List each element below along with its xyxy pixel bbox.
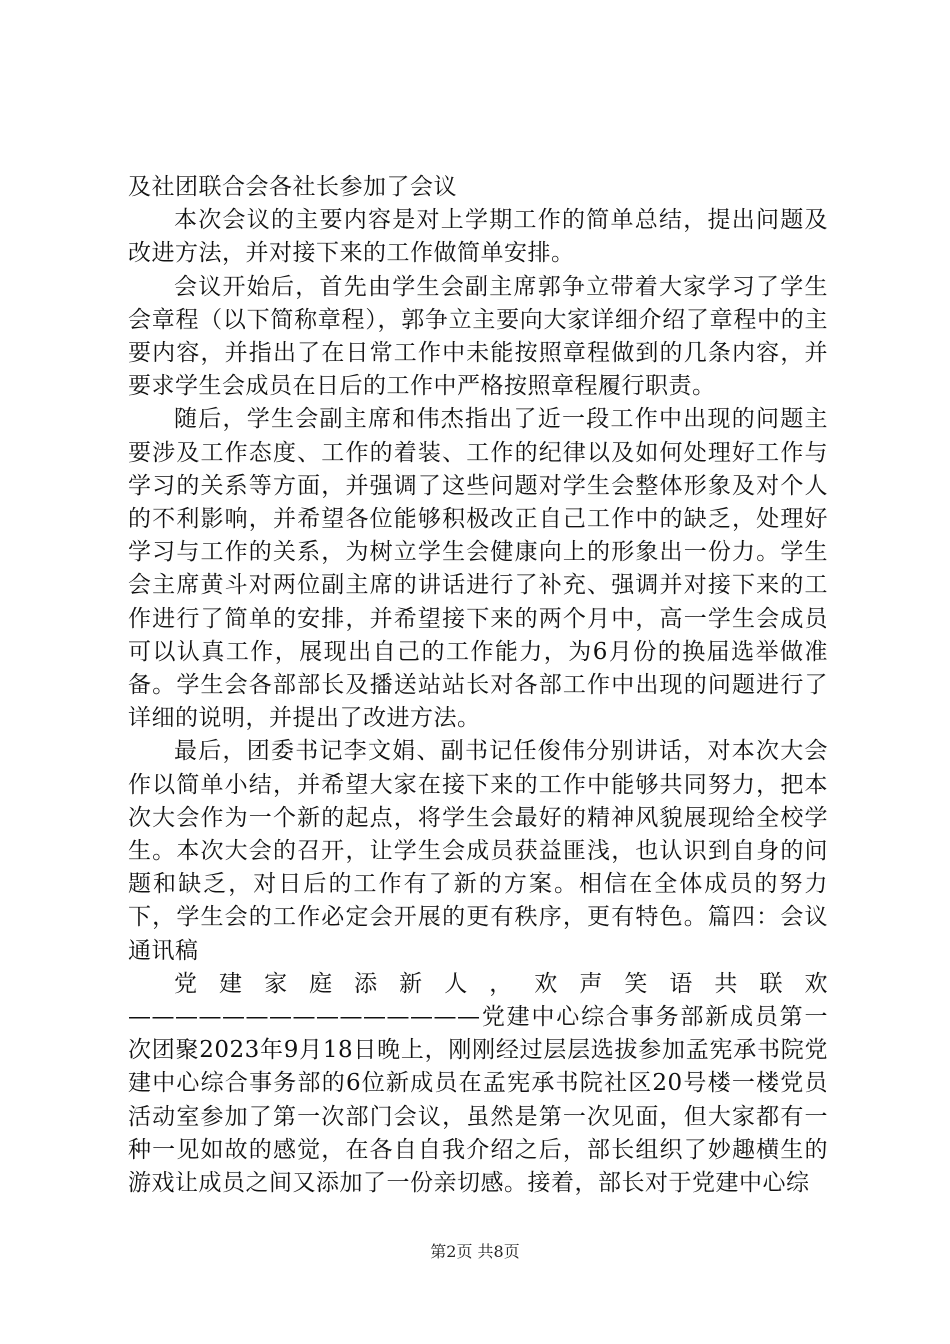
paragraph-problems-discussed: 随后，学生会副主席和伟杰指出了近一段工作中出现的问题主要涉及工作态度、工作的着装、工作的纪律以及如何处理好工作与学习的关系等方面，并强调了这些问题对学生会整体形象及对个人的不利影响，并希望各位能够积极改正自己工作中的缺乏，处理好学习与工作的关系，为树立学生会健康向上的形象出一份力。学生会主席黄斗对两位副主席的讲话进行了补充、强调并对接下来的工作进行了简单的安排，并希望接下来的两个月中，高一学生会成员可以认真工作，展现出自己的工作能力，为6月份的换届选举做准备。学生会各部部长及播送站站长对各部工作中出现的问题进行了详细的说明，并提出了改进方法。 bbox=[128, 406, 828, 732]
document-body bbox=[128, 171, 828, 1200]
paragraph-party-building-news: 党建家庭添新人，欢声笑语共联欢———————————————党建中心综合事务部新成员第一次团聚2023年9月18日晚上，刚刚经过层层选拔参加孟宪承书院党建中心综合事务部的6位新成员在孟宪承书院社区20号楼一楼党员活动室参加了第一次部门会议，虽然是第一次见面，但大家都有一种一见如故的感觉，在各自自我介绍之后，部长组织了妙趣横生的游戏让成员之间又添加了一份亲切感。接着，部长对于党建中心综 bbox=[128, 970, 828, 1197]
paragraph-closing-remarks: 最后，团委书记李文娟、副书记任俊伟分别讲话，对本次大会作以简单小结，并希望大家在接下来的工作中能够共同努力，把本次大会作为一个新的起点，将学生会最好的精神风貌展现给全校学生。本次大会的召开，让学生会成员获益匪浅，也认识到自身的问题和缺乏，对日后的工作有了新的方案。相信在全体成员的努力下，学生会的工作必定会开展的更有秩序，更有特色。篇四：会议通讯稿 bbox=[128, 738, 828, 964]
page-number-footer: 第2页 共8页 bbox=[430, 1242, 520, 1261]
paragraph-continuation: 及社团联合会各社长参加了会议 bbox=[128, 174, 457, 200]
paragraph-meeting-start: 会议开始后，首先由学生会副主席郭争立带着大家学习了学生会章程（以下简称章程），郭争立主要向大家详细介绍了章程中的主要内容，并指出了在日常工作中未能按照章程做到的几条内容，并要求学生会成员在日后的工作中严格按照章程履行职责。 bbox=[128, 273, 828, 400]
paragraph-meeting-content: 本次会议的主要内容是对上学期工作的简单总结，提出问题及改进方法，并对接下来的工作做简单安排。 bbox=[128, 207, 828, 267]
